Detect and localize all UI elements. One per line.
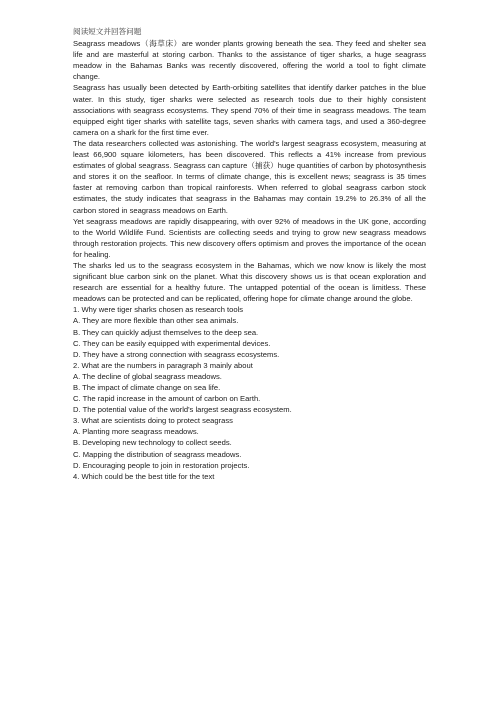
option-c: C. The rapid increase in the amount of carbon on Earth. [73,394,261,404]
question-2 [73,360,426,415]
question-3 [73,415,426,470]
option-d: D. The potential value of the world's largest seagrass ecosystem. [73,405,292,415]
paragraph-3: The data researchers collected was astonishing. The world's largest seagrass ecosystem, measuring at least 66,900 square kilometers, has been discovered. This reflects a 41% increase from previous estimates of global seagrass. Seagrass can capture（捕获）huge quantities of carbon by photosynthesis and stores it on the seafloor. In terms of climate change, this is excellent news; seagrass is 35 times faster at removing carbon than tropical rainforests. When referred to global seagrass carbon stock estimates, the study indicates that seagrass in the Bahamas may contain 19.2% to 26.3% of all the carbon stored in seagrass meadows on Earth. [73,138,426,215]
option-a: A. The decline of global seagrass meadows. [73,371,222,381]
question-stem: 1. Why were tiger sharks chosen as research tools [73,305,244,315]
question-stem: 3. What are scientists doing to protect seagrass [73,416,233,426]
option-c: C. Mapping the distribution of seagrass meadows. [73,449,242,459]
option-b: B. Developing new technology to collect seeds. [73,438,232,448]
question-1 [73,304,426,359]
paragraph-2: Seagrass has usually been detected by Earth-orbiting satellites that identify darker patches in the blue water. In this study, tiger sharks were selected as research tools due to their highly consistent associations with seagrass ecosystems. They spend 70% of their time in seagrass meadows. The team equipped eight tiger sharks with satellite tags, seven sharks with camera tags, and used a 360-degree camera on a shark for the first time ever. [73,83,426,137]
paragraph-4: Yet seagrass meadows are rapidly disappearing, with over 92% of meadows in the UK gone, according to the World Wildlife Fund. Scientists are collecting seeds and trying to grow new seagrass meadows through restoration projects. This new discovery offers optimism and proves the importance of the ocean for healing. [73,216,426,259]
question-4 [73,471,426,482]
option-b: B. They can quickly adjust themselves to the deep sea. [73,327,259,337]
option-c: C. They can be easily equipped with experimental devices. [73,338,271,348]
paragraph-5: The sharks led us to the seagrass ecosystem in the Bahamas, which we now know is likely the most significant blue carbon sink on the planet. What this discovery shows us is that ocean exploration and research are essential for a healthy future. The untapped potential of the ocean is limitless. These meadows can be protected and can be replicated, offering hope for climate change around the globe. [73,260,426,304]
question-stem: 2. What are the numbers in paragraph 3 mainly about [73,360,253,370]
question-stem: 4. Which could be the best title for the text [73,471,215,481]
option-a: A. Planting more seagrass meadows. [73,427,199,437]
option-a: A. They are more flexible than other sea animals. [73,316,239,326]
document-heading: 阅读短文并回答问题 [73,27,142,36]
questions [73,304,426,482]
option-d: D. Encouraging people to join in restoration projects. [73,460,250,470]
option-b: B. The impact of climate change on sea life. [73,383,221,392]
option-d: D. They have a strong connection with seagrass ecosystems. [73,349,280,359]
paragraph-1: Seagrass meadows（海草床）are wonder plants growing beneath the sea. They feed and shelter sea life and are masterful at storing carbon. Thanks to the assistance of tiger sharks, a huge seagrass meadow in the Bahamas Banks was recently discovered, offering the world a tool to fight climate change. [73,39,426,82]
passage [73,38,426,304]
